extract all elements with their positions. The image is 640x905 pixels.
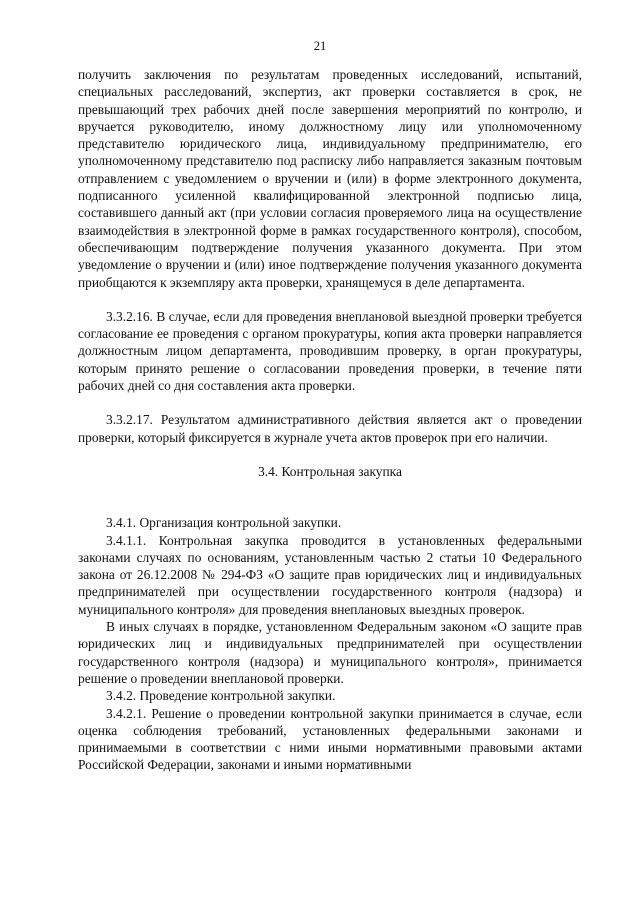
paragraph-3-4-1-1: 3.4.1.1. Контрольная закупка проводится в установленных федеральными законами случаях по основаниям, установленным частью 2 статьи 10 Федерального закона от 26.12.2008 № 294-ФЗ «О защите прав юридических лиц и индивидуальных предпринимателей при осуществлении государственного контроля (надзора) и муниципального контроля» для проведения внеплановых выездных проверок. xyxy=(78,532,582,617)
paragraph-3-3-2-16: 3.3.2.16. В случае, если для проведения внеплановой выездной проверки требуется согласование ее проведения с органом прокуратуры, копия акта проверки направляется должностным лицом департамента, проводившим проверку, в орган прокуратуры, которым принято решение о согласовании проведения проверки, в течение пяти рабочих дней со дня составления акта проверки. xyxy=(78,308,582,394)
paragraph-continuation: получить заключения по результатам проведенных исследований, испытаний, специальных расследований, экспертиз, акт проверки составляется в срок, не превышающий трех рабочих дней после завершения мероприятий по контролю, и вручается руководителю, иному должностному лицу или уполномоченному представителю юридического лица, индивидуальному предпринимателю, его уполномоченному представителю под расписку либо направляется заказным почтовым отправлением с уведомлением о вручении и (или) в форме электронного документа, подписанного усиленной квалифицированной электронной подписью лица, составившего данный акт (при условии согласия проверяемого лица на осуществление взаимодействия в электронной форме в рамках государственного контроля), способом, обеспечивающим подтверждение получения указанного документа. При этом уведомление о вручении и (или) иное подтверждение получения указанного документа приобщаются к экземпляру акта проверки, хранящемуся в деле департамента. xyxy=(78,67,582,290)
page-number: 21 xyxy=(313,39,327,53)
section-heading: 3.4. Контрольная закупка xyxy=(258,463,402,479)
paragraph-3-4-2: 3.4.2. Проведение контрольной закупки. xyxy=(106,688,336,704)
paragraph-3-4-1: 3.4.1. Организация контрольной закупки. xyxy=(106,515,342,531)
document-body xyxy=(78,66,582,774)
paragraph-3-3-2-17: 3.3.2.17. Результатом административного действия является акт о проведении проверки, который фиксируется в журнале учета актов проверок при его наличии. xyxy=(78,412,582,445)
paragraph-other-cases: В иных случаях в порядке, установленном Федеральным законом «О защите прав юридических лиц и индивидуальных предпринимателей при осуществлении государственного контроля (надзора) и муниципального контроля», принимается решение о проведении внеплановой проверки. xyxy=(78,619,582,686)
paragraph-3-4-2-1: 3.4.2.1. Решение о проведении контрольной закупки принимается в случае, если оценка соблюдения требований, установленных федеральными законами и принимаемыми в соответствии с ними иными нормативными правовыми актами Российской Федерации, законами и иными нормативными xyxy=(78,705,582,773)
